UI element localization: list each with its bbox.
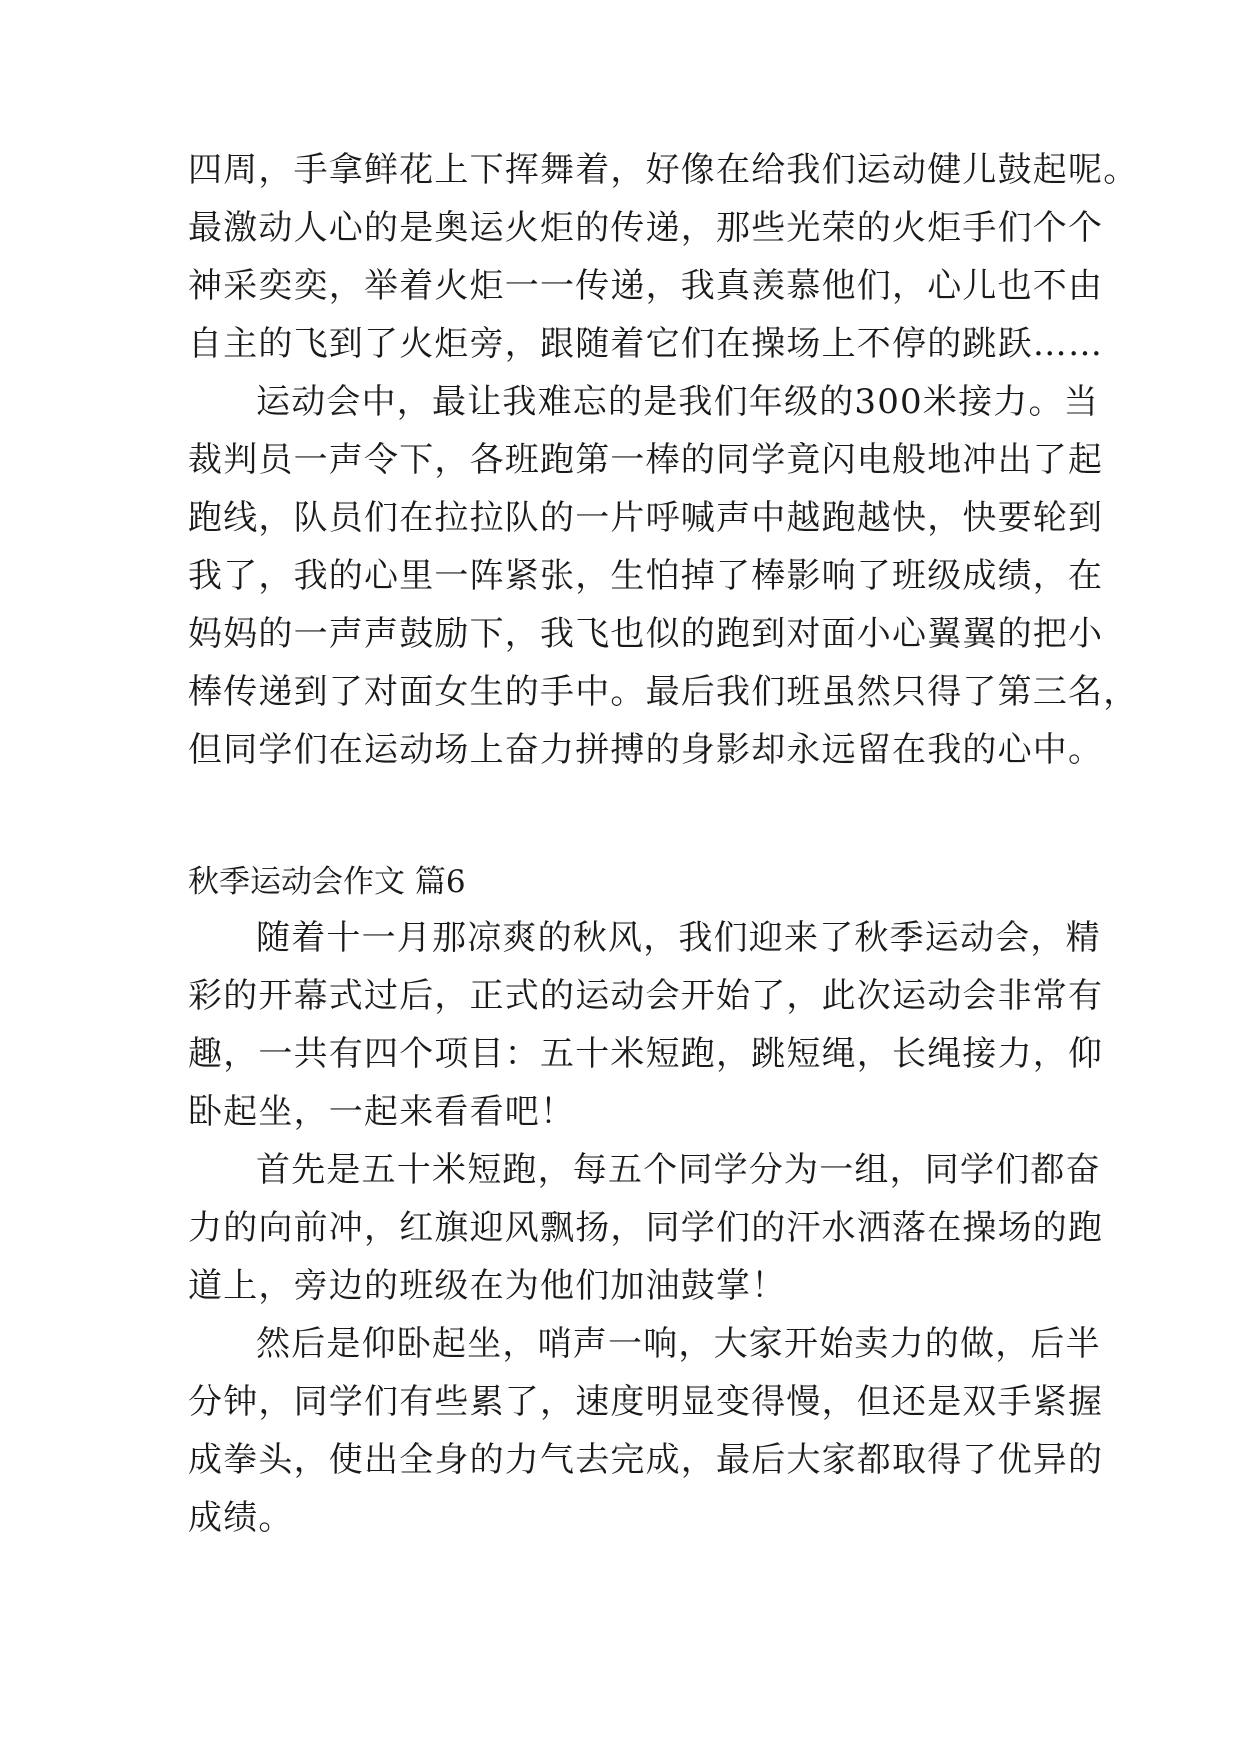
paragraph-line: 四周，手拿鲜花上下挥舞着，好像在给我们运动健儿鼓起呢。 [188, 150, 1139, 190]
paragraph-line: 分钟，同学们有些累了，速度明显变得慢，但还是双手紧握 [188, 1382, 1104, 1422]
paragraph-line: 首先是五十米短跑，每五个同学分为一组，同学们都奋 [256, 1150, 1101, 1190]
paragraph-line: 成拳头，使出全身的力气去完成，最后大家都取得了优异的 [188, 1440, 1104, 1480]
paragraph-line: 成绩。 [188, 1498, 294, 1538]
paragraph-line: 但同学们在运动场上奋力拼搏的身影却永远留在我的心中。 [188, 730, 1104, 770]
paragraph-line: 卧起坐，一起来看看吧！ [188, 1092, 576, 1132]
paragraph-line: 我了，我的心里一阵紧张，生怕掉了棒影响了班级成绩，在 [188, 556, 1104, 596]
paragraph-line: 道上，旁边的班级在为他们加油鼓掌！ [188, 1266, 787, 1306]
paragraph-line: 神采奕奕，举着火炬一一传递，我真羡慕他们，心儿也不由 [188, 266, 1104, 306]
paragraph-line: 自主的飞到了火炬旁，跟随着它们在操场上不停的跳跃…… [188, 324, 1104, 364]
paragraph-line: 棒传递到了对面女生的手中。最后我们班虽然只得了第三名， [188, 672, 1139, 712]
section-heading: 秋季运动会作文 篇6 [188, 864, 466, 900]
paragraph-line: 跑线，队员们在拉拉队的一片呼喊声中越跑越快，快要轮到 [188, 498, 1104, 538]
paragraph-line: 裁判员一声令下，各班跑第一棒的同学竟闪电般地冲出了起 [188, 440, 1104, 480]
paragraph-line: 然后是仰卧起坐，哨声一响，大家开始卖力的做，后半 [256, 1324, 1101, 1364]
paragraph-line: 最激动人心的是奥运火炬的传递，那些光荣的火炬手们个个 [188, 208, 1104, 248]
paragraph-line: 力的向前冲，红旗迎风飘扬，同学们的汗水洒落在操场的跑 [188, 1208, 1104, 1248]
paragraph-line: 运动会中，最让我难忘的是我们年级的300米接力。当 [256, 382, 1099, 422]
paragraph-line: 妈妈的一声声鼓励下，我飞也似的跑到对面小心翼翼的把小 [188, 614, 1104, 654]
paragraph-line: 随着十一月那凉爽的秋风，我们迎来了秋季运动会，精 [256, 918, 1101, 958]
paragraph-line: 趣，一共有四个项目：五十米短跑，跳短绳，长绳接力，仰 [188, 1034, 1104, 1074]
paragraph-line: 彩的开幕式过后，正式的运动会开始了，此次运动会非常有 [188, 976, 1104, 1016]
